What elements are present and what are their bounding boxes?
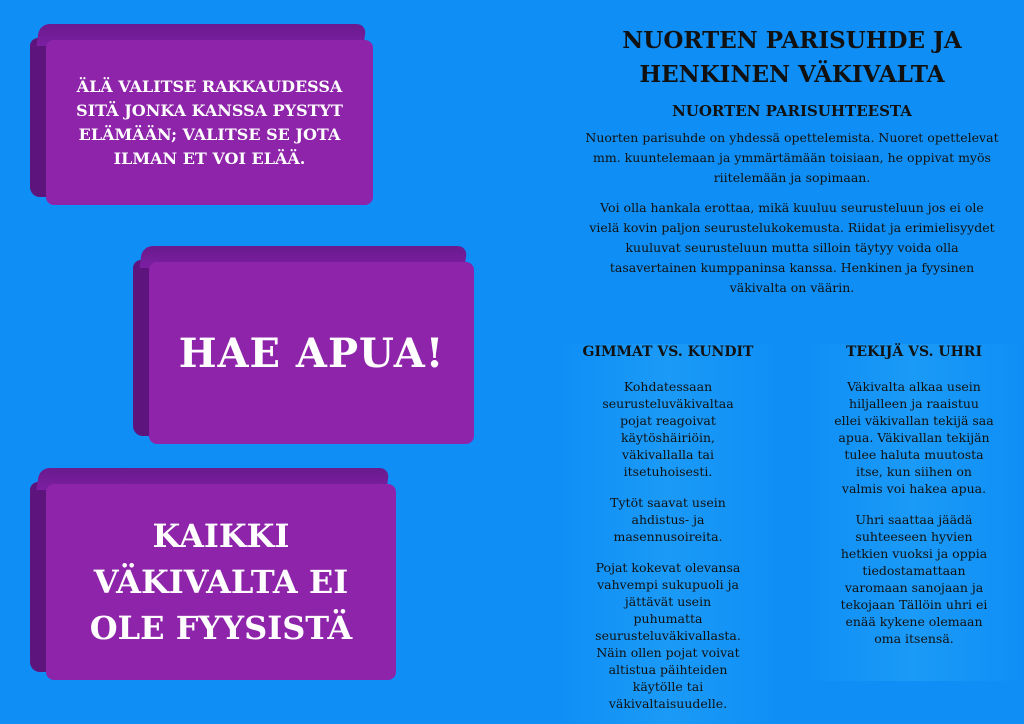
intro-paragraph-1: Nuorten parisuhde on yhdessä opettelemista. Nuoret opettelevat mm. kuuntelemaan ja ymmärtämään toisiaan, he oppivat myös riitelemään ja sopimaan. xyxy=(585,130,999,185)
perpetrator-victim-column xyxy=(814,344,1014,661)
page-title: NUORTEN PARISUHDE JA HENKINEN VÄKIVALTA xyxy=(622,27,962,88)
perpetrator-paragraph: Väkivalta alkaa usein hiljalleen ja raaistuu ellei väkivallan tekijä saa apua. Väkivallan tekijän tulee haluta muutosta itse, kun siihen on valmis voi hakea apua. xyxy=(834,379,994,496)
help-text: HAE APUA! xyxy=(149,262,474,444)
victim-paragraph: Uhri saattaa jäädä suhteeseen hyvien hetkien vuoksi ja oppia tiedostamattaan varomaan sanojaan ja tekojaan Tällöin uhri ei enää kykene olemaan oma itsensä. xyxy=(840,512,988,646)
gender-paragraph-1: Kohdatessaan seurusteluväkivaltaa pojat reagoivat käytöshäiriöin, väkivallalla tai itsetuhoisesti. xyxy=(602,379,734,479)
info-panel xyxy=(576,24,1008,298)
violence-block xyxy=(30,468,396,680)
section-title: NUORTEN PARISUHTEESTA xyxy=(672,102,912,120)
help-block xyxy=(133,246,474,444)
quote-block xyxy=(30,24,373,205)
gender-heading: GIMMAT VS. KUNDIT xyxy=(582,344,754,360)
gender-column xyxy=(568,344,768,724)
perpetrator-victim-heading: TEKIJÄ VS. UHRI xyxy=(845,344,982,360)
gender-paragraph-3: Pojat kokevat olevansa vahvempi sukupuoli ja jättävät usein puhumatta seurusteluväkivallasta. Näin ollen pojat voivat altistua päihteiden käytölle tai väkivaltaisuudelle. xyxy=(595,560,741,711)
violence-text: KAIKKI VÄKIVALTA EI OLE FYYSISTÄ xyxy=(46,484,396,680)
gender-paragraph-2: Tytöt saavat usein ahdistus- ja masennusoireita. xyxy=(610,495,726,544)
quote-text: ÄLÄ VALITSE RAKKAUDESSA SITÄ JONKA KANSSA PYSTYT ELÄMÄÄN; VALITSE SE JOTA ILMAN ET VOI ELÄÄ. xyxy=(46,40,373,205)
intro-paragraph-2: Voi olla hankala erottaa, mikä kuuluu seurusteluun jos ei ole vielä kovin paljon seurustelukokemusta. Riidat ja erimielisyydet kuuluvat seurusteluun mutta silloin täytyy voida olla tasavertainen kumppaninsa kanssa. Henkinen ja fyysinen väkivalta on väärin. xyxy=(589,200,995,295)
